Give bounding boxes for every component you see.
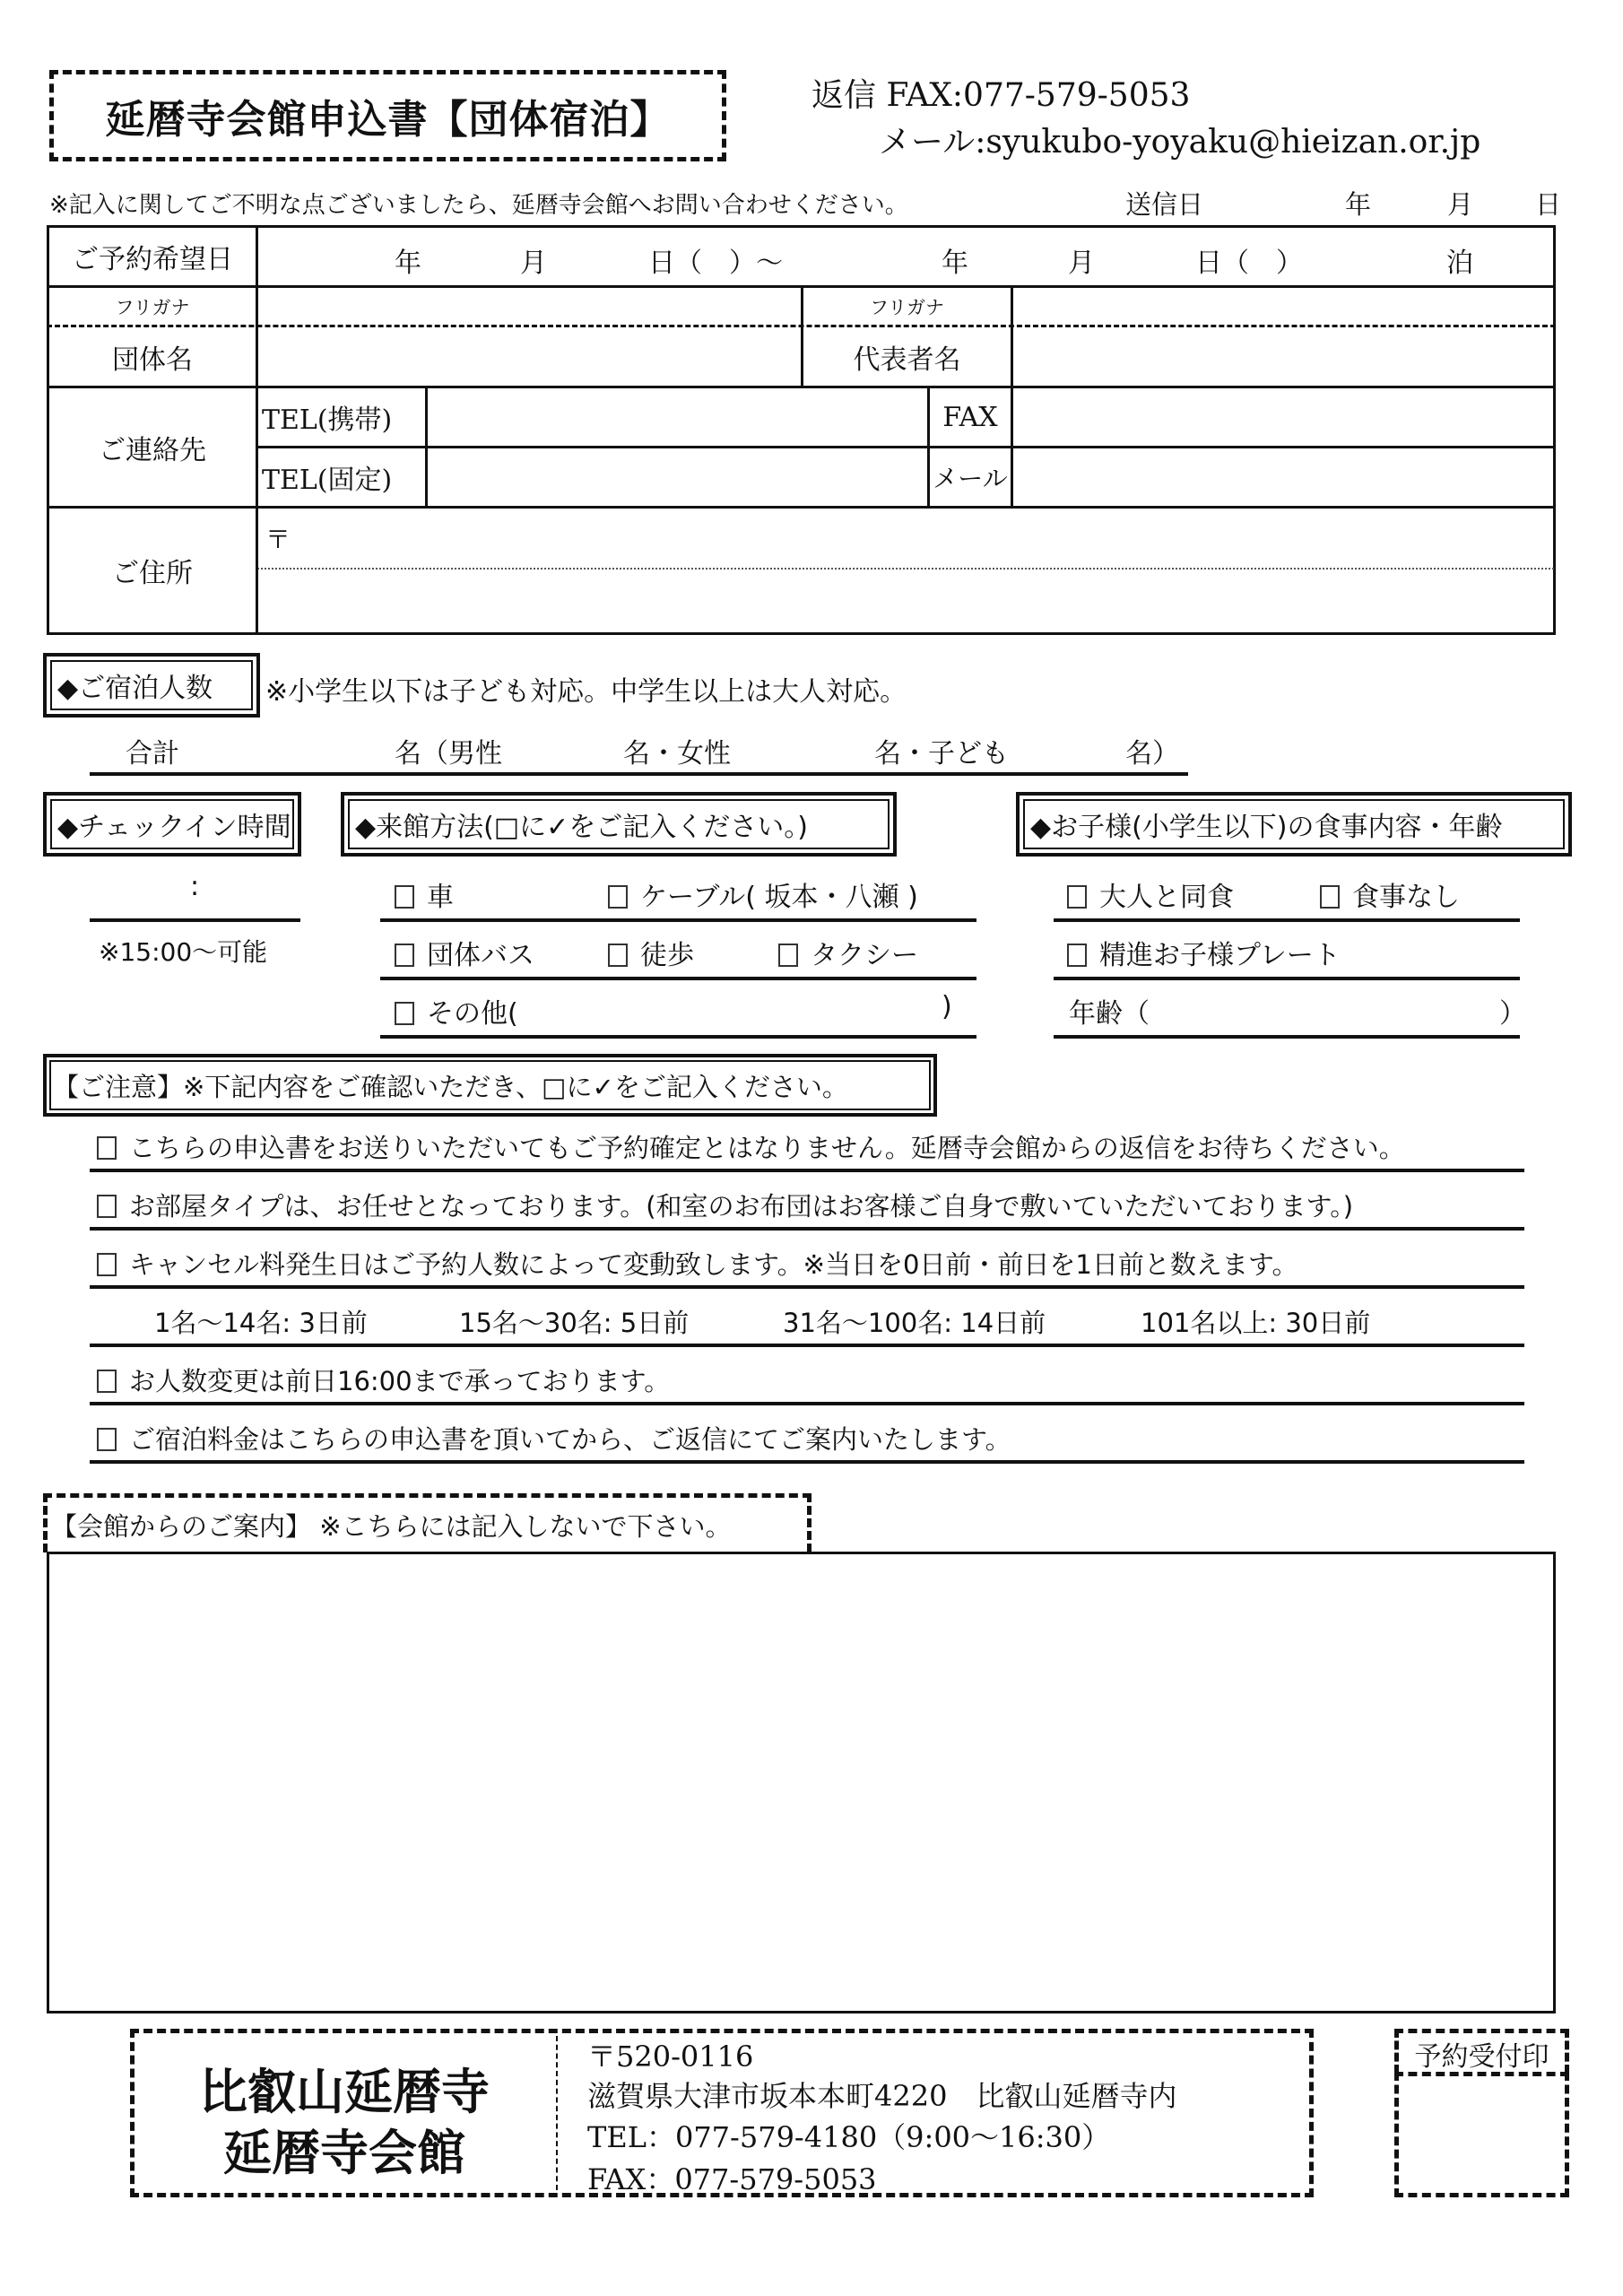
arrival-option-walk[interactable] xyxy=(608,933,694,972)
notice-item-1[interactable] xyxy=(97,1128,1405,1165)
option-label: 徒歩 xyxy=(640,940,694,971)
rep-name-input[interactable] xyxy=(1013,327,1553,386)
guests-section-header xyxy=(43,653,260,718)
option-label: タクシー xyxy=(811,940,918,971)
reply-fax: 返信 FAX:077-579-5053 xyxy=(812,77,1191,114)
mail-label: メール xyxy=(933,464,1008,493)
guide-area xyxy=(47,1552,1556,2013)
notice-text: こちらの申込書をお送りいただいてもご予約確定とはなりません。延暦寺会館からの返信をお待ちください。 xyxy=(129,1133,1405,1163)
form-title-box xyxy=(49,70,726,161)
notice-section-header xyxy=(43,1054,937,1117)
option-label: ケーブル( 坂本・八瀬 ) xyxy=(640,882,918,913)
form-title: 延暦寺会館申込書【団体宿泊】 xyxy=(105,97,671,143)
option-label: 団体バス xyxy=(427,940,534,971)
reservation-date-label: ご予約希望日 xyxy=(72,244,233,275)
contact-label: ご連絡先 xyxy=(99,434,206,466)
arrival-other-close: ) xyxy=(942,991,952,1022)
notice-text: お人数変更は前日16:00まで承っております。 xyxy=(129,1366,671,1396)
meal-underline xyxy=(1054,977,1520,980)
arrival-other-input[interactable] xyxy=(547,987,933,1030)
reply-mail: メール:syukubo-yoyaku@hieizan.or.jp xyxy=(879,124,1481,161)
cancel-tier-4: 101名以上: 30日前 xyxy=(1141,1308,1371,1338)
meal-option-kids-plate[interactable] xyxy=(1067,933,1341,972)
group-furigana-input[interactable] xyxy=(258,288,801,325)
option-label: 食事なし xyxy=(1352,882,1460,913)
arrival-underline xyxy=(380,1035,976,1039)
guide-section-header xyxy=(43,1493,812,1552)
notice-text: お部屋タイプは、お任せとなっております。(和室のお布団はお客様ご自身で敷いていただいております。) xyxy=(129,1191,1354,1222)
guests-unit-4: 名） xyxy=(1125,738,1179,770)
address-input[interactable] xyxy=(258,570,1553,632)
option-label: 精進お子様プレート xyxy=(1099,940,1341,971)
rep-furigana-input[interactable] xyxy=(1013,288,1553,325)
age-close: ） xyxy=(1499,998,1526,1030)
footer-tel: TEL：077-579-4180（9:00～16:30） xyxy=(587,2120,1111,2154)
from-day-unit: 日（ ）～ xyxy=(648,248,783,279)
notice-underline xyxy=(90,1169,1524,1172)
guests-total-label: 合計 xyxy=(126,738,179,770)
option-label: その他( xyxy=(427,998,518,1030)
arrival-option-cable[interactable] xyxy=(608,874,918,914)
age-label: 年齢（ xyxy=(1069,998,1150,1030)
checkbox[interactable] xyxy=(395,885,414,909)
checkbox[interactable] xyxy=(97,1195,117,1218)
arrival-option-bus[interactable] xyxy=(395,933,534,972)
notice-text: ご宿泊料金はこちらの申込書を頂いてから、ご返信にてご案内いたします。 xyxy=(129,1424,1011,1455)
send-date-year[interactable]: 年 xyxy=(1345,189,1372,220)
guests-unit-1: 名（男性 xyxy=(395,738,502,770)
footer-address: 滋賀県大津市坂本本町4220 比叡山延暦寺内 xyxy=(587,2079,1177,2113)
checkin-underline xyxy=(90,918,300,922)
option-label: 大人と同食 xyxy=(1099,882,1234,913)
checkbox[interactable] xyxy=(1067,885,1087,909)
postal-mark-icon: 〒 xyxy=(265,525,291,554)
checkin-time-input[interactable] xyxy=(90,865,300,915)
stamp-label-text: 予約受付印 xyxy=(1414,2040,1549,2073)
guests-male-input[interactable] xyxy=(520,726,619,767)
cancel-tier-3: 31名～100名: 14日前 xyxy=(783,1308,1046,1338)
footer-org-name: 比叡山延暦寺 xyxy=(199,2064,490,2120)
checkbox[interactable] xyxy=(395,1002,414,1025)
guide-header-text: 【会館からのご案内】 ※こちらには記入しないで下さい。 xyxy=(51,1511,732,1542)
guests-header-text: ◆ご宿泊人数 xyxy=(50,660,253,710)
meal-underline xyxy=(1054,1035,1520,1039)
notice-underline xyxy=(90,1344,1524,1347)
tel-mobile-input[interactable] xyxy=(428,388,927,446)
arrival-option-other[interactable] xyxy=(395,991,518,1031)
inquiry-note: ※記入に関してご不明な点ございましたら、延暦寺会館へお問い合わせください。 xyxy=(49,192,908,219)
guests-female-input[interactable] xyxy=(780,726,870,767)
notice-underline xyxy=(90,1402,1524,1405)
to-month-unit: 月 xyxy=(1068,248,1095,279)
children-meal-header-text: ◆お子様(小学生以下)の食事内容・年齢 xyxy=(1023,799,1565,849)
notice-item-2[interactable] xyxy=(97,1187,1353,1223)
arrival-option-taxi[interactable] xyxy=(778,933,918,972)
checkbox[interactable] xyxy=(395,944,414,967)
address-divider xyxy=(257,568,1554,570)
footer-hall-name: 延暦寺会館 xyxy=(223,2125,465,2181)
arrival-section-header xyxy=(341,792,897,857)
notice-underline xyxy=(90,1285,1524,1289)
checkbox[interactable] xyxy=(1320,885,1340,909)
arrival-header-text: ◆来館方法(□に✓をご記入ください。) xyxy=(348,799,890,849)
checkbox[interactable] xyxy=(97,1253,117,1276)
tel-mobile-label: TEL(携帯) xyxy=(262,404,393,436)
tel-fixed-input[interactable] xyxy=(428,448,927,506)
checkbox[interactable] xyxy=(1067,944,1087,967)
cancel-tier-1: 1名～14名: 3日前 xyxy=(154,1308,368,1338)
checkbox[interactable] xyxy=(97,1136,117,1160)
to-day-unit: 日（ ） xyxy=(1195,248,1303,279)
send-date-label: 送信日 xyxy=(1125,189,1204,220)
guests-underline xyxy=(90,772,1188,776)
checkbox[interactable] xyxy=(97,1370,117,1393)
notice-item-5[interactable] xyxy=(97,1420,1011,1457)
from-month-unit: 月 xyxy=(520,248,547,279)
fax-label: FAX xyxy=(942,401,998,433)
notice-underline xyxy=(90,1460,1524,1464)
notice-text: キャンセル料発生日はご予約人数によって変動致します。※当日を0日前・前日を1日前と数えます。 xyxy=(129,1249,1298,1280)
send-date-day[interactable]: 日 xyxy=(1535,189,1562,220)
checkin-note: ※15:00～可能 xyxy=(99,937,268,967)
meal-underline xyxy=(1054,918,1520,922)
group-name-input[interactable] xyxy=(258,327,801,386)
guests-unit-2: 名・女性 xyxy=(623,738,731,770)
checkbox[interactable] xyxy=(778,944,798,967)
checkbox[interactable] xyxy=(608,944,628,967)
meal-option-same-as-adult[interactable] xyxy=(1067,874,1234,914)
notice-header-text: 【ご注意】※下記内容をご確認いただき、□に✓をご記入ください。 xyxy=(49,1060,931,1110)
rep-furigana-label: フリガナ xyxy=(870,296,944,318)
postal-code-input[interactable] xyxy=(296,509,1553,566)
children-meal-section-header xyxy=(1016,792,1572,857)
checkbox[interactable] xyxy=(608,885,628,909)
reception-stamp-label xyxy=(1394,2029,1569,2074)
send-date-month[interactable]: 月 xyxy=(1447,189,1474,220)
guests-total-input[interactable] xyxy=(224,726,386,767)
checkin-section-header xyxy=(43,792,301,857)
group-name-label: 団体名 xyxy=(112,344,193,376)
reception-stamp-box xyxy=(1394,2072,1569,2197)
nights-unit: 泊 xyxy=(1446,248,1473,279)
reservation-date-field[interactable] xyxy=(258,228,1553,285)
checkin-colon: : xyxy=(190,871,200,902)
footer-postal: 〒520-0116 xyxy=(587,2039,754,2074)
rep-name-label: 代表者名 xyxy=(853,344,961,376)
mail-input[interactable] xyxy=(1013,448,1553,506)
notice-underline xyxy=(90,1227,1524,1231)
guests-note: ※小学生以下は子ども対応。中学生以上は大人対応。 xyxy=(265,676,907,708)
arrival-underline xyxy=(380,977,976,980)
guests-unit-3: 名・子ども xyxy=(874,738,1009,770)
fax-input[interactable] xyxy=(1013,388,1553,446)
address-label: ご住所 xyxy=(112,558,193,589)
footer-divider xyxy=(556,2036,558,2190)
notice-item-4[interactable] xyxy=(97,1361,670,1398)
meal-option-no-meal[interactable] xyxy=(1320,874,1460,914)
arrival-option-car[interactable] xyxy=(395,874,454,914)
cancel-tier-2: 15名～30名: 5日前 xyxy=(459,1308,690,1338)
to-year-unit: 年 xyxy=(942,248,968,279)
notice-item-3[interactable] xyxy=(97,1245,1298,1282)
tel-fixed-label: TEL(固定) xyxy=(262,465,393,496)
from-year-unit: 年 xyxy=(395,248,421,279)
arrival-underline xyxy=(380,918,976,922)
footer-fax: FAX：077-579-5053 xyxy=(587,2162,877,2196)
age-input[interactable] xyxy=(1166,987,1497,1030)
guests-children-input[interactable] xyxy=(1040,726,1121,767)
checkbox[interactable] xyxy=(97,1428,117,1451)
group-furigana-label: フリガナ xyxy=(115,296,190,318)
option-label: 車 xyxy=(427,882,454,913)
checkin-header-text: ◆チェックイン時間 xyxy=(50,799,294,849)
